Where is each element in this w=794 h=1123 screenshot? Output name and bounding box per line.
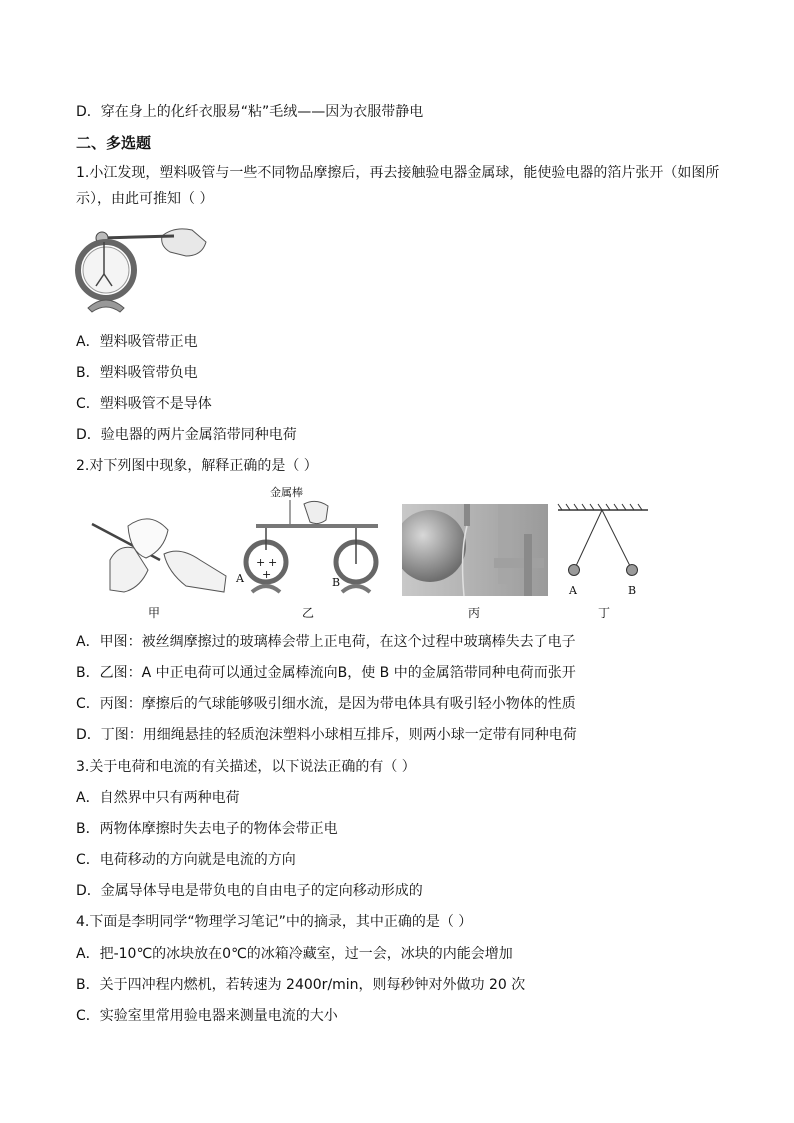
q3-option-b: B．两物体摩擦时失去电子的物体会带正电 bbox=[76, 821, 338, 837]
q2-figure-ding bbox=[556, 502, 650, 598]
q2-option-a: A．甲图：被丝绸摩擦过的玻璃棒会带上正电荷，在这个过程中玻璃棒失去了电子 bbox=[76, 634, 576, 650]
svg-text:+: + bbox=[256, 556, 266, 569]
q4-option-c: C．实验室里常用验电器来测量电流的大小 bbox=[76, 1008, 338, 1024]
q2-figure-bing-photo bbox=[402, 504, 548, 596]
q3-option-a: A．自然界中只有两种电荷 bbox=[76, 790, 240, 806]
q3-option-c: C．电荷移动的方向就是电流的方向 bbox=[76, 852, 296, 868]
q4-option-a: A．把-10℃的冰块放在0℃的冰箱冷藏室，过一会，冰块的内能会增加 bbox=[76, 946, 513, 962]
q2-label-b: B bbox=[332, 576, 341, 589]
q2-ding-label-a: A bbox=[569, 584, 577, 597]
q1-electroscope-figure bbox=[74, 222, 214, 322]
q2-option-c: C．丙图：摩擦后的气球能够吸引细水流，是因为带电体具有吸引轻小物体的性质 bbox=[76, 696, 576, 712]
section-heading: 二、多选题 bbox=[76, 134, 152, 152]
q3-option-d: D．金属导体导电是带负电的自由电子的定向移动形成的 bbox=[76, 883, 423, 899]
q4-stem: 4.下面是李明同学“物理学习笔记”中的摘录，其中正确的是（ ） bbox=[76, 914, 473, 930]
q2-figure-yi bbox=[234, 484, 384, 596]
q2-option-d: D．丁图：用细绳悬挂的轻质泡沫塑料小球相互排斥，则两小球一定带有同种电荷 bbox=[76, 727, 577, 743]
q1-option-c: C．塑料吸管不是导体 bbox=[76, 396, 212, 412]
prev-question-option-d: D．穿在身上的化纤衣服易“粘”毛绒——因为衣服带静电 bbox=[76, 104, 424, 120]
q2-caption-bing: 丙 bbox=[468, 606, 481, 620]
q2-stem: 2.对下列图中现象，解释正确的是（ ） bbox=[76, 458, 318, 474]
q2-ding-label-b: B bbox=[628, 584, 637, 597]
q2-caption-jia: 甲 bbox=[148, 606, 161, 620]
q2-caption-ding: 丁 bbox=[598, 606, 611, 620]
q1-option-d: D．验电器的两片金属箔带同种电荷 bbox=[76, 427, 297, 443]
q2-caption-yi: 乙 bbox=[302, 606, 315, 620]
svg-text:+: + bbox=[262, 568, 272, 581]
q2-figure-jia bbox=[90, 510, 230, 600]
q1-option-b: B．塑料吸管带负电 bbox=[76, 365, 198, 381]
q2-label-metal-rod: 金属棒 bbox=[270, 486, 303, 499]
q2-label-a: A bbox=[236, 572, 244, 585]
q3-stem: 3.关于电荷和电流的有关描述，以下说法正确的有（ ） bbox=[76, 759, 416, 775]
q1-stem: 1.小江发现，塑料吸管与一些不同物品摩擦后，再去接触验电器金属球，能使验电器的箔片张开（如图所示），由此可推知（ ） bbox=[76, 165, 720, 207]
q1-option-a: A．塑料吸管带正电 bbox=[76, 334, 198, 350]
q2-option-b: B．乙图：A 中正电荷可以通过金属棒流向B，使 B 中的金属箔带同种电荷而张开 bbox=[76, 665, 576, 681]
q4-option-b: B．关于四冲程内燃机，若转速为 2400r/min，则每秒钟对外做功 20 次 bbox=[76, 977, 526, 993]
svg-text:+: + bbox=[268, 556, 278, 569]
